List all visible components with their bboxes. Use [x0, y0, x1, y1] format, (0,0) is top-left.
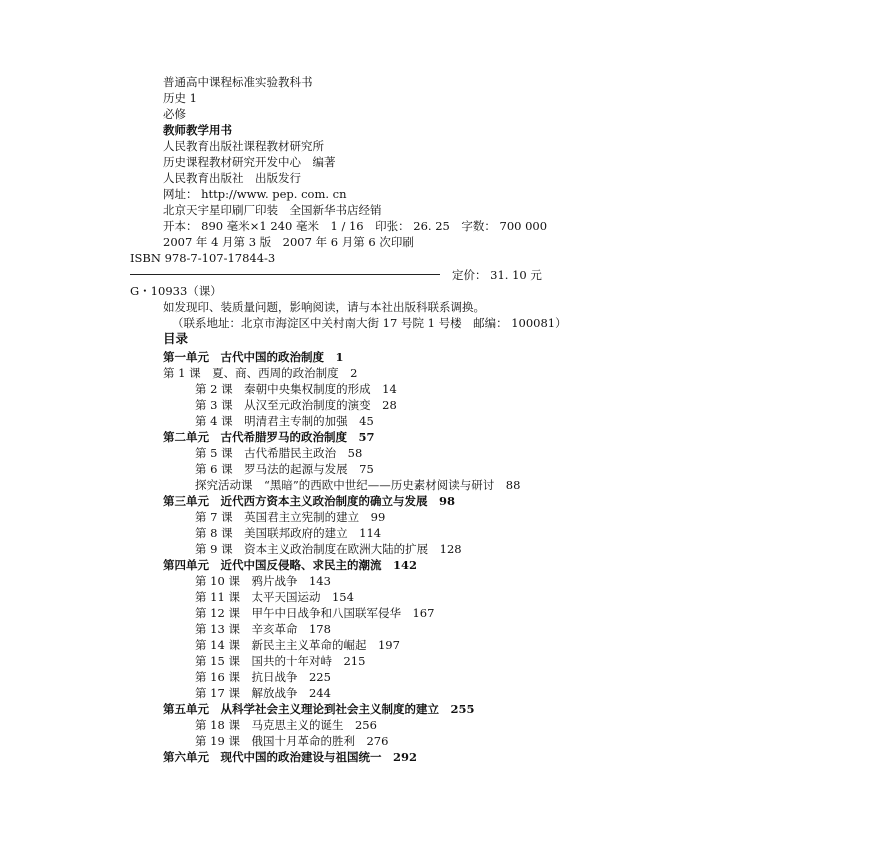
toc-lesson-18: 第 18 课 马克思主义的诞生 256	[195, 718, 377, 732]
toc-lesson-2: 第 2 课 秦朝中央集权制度的形成 14	[195, 382, 397, 396]
toc-unit-1: 第一单元 古代中国的政治制度 1	[163, 350, 344, 364]
toc-lesson-11: 第 11 课 太平天国运动 154	[195, 590, 354, 604]
toc-lesson-1: 第 1 课 夏、商、西周的政治制度 2	[163, 366, 358, 380]
printer-line: 北京天宇星印刷厂印装 全国新华书店经销	[163, 203, 382, 217]
toc-lesson-9: 第 9 课 资本主义政治制度在欧洲大陆的扩展 128	[195, 542, 462, 556]
toc-unit-2: 第二单元 古代希腊罗马的政治制度 57	[163, 430, 375, 444]
contact-address: （联系地址：北京市海淀区中关村南大街 17 号院 1 号楼 邮编： 100081）	[172, 316, 567, 330]
toc-lesson-4: 第 4 课 明清君主专制的加强 45	[195, 414, 374, 428]
website-line: 网址： http://www. pep. com. cn	[163, 187, 347, 201]
edition-line: 2007 年 4 月第 3 版 2007 年 6 月第 6 次印刷	[163, 235, 414, 249]
toc-unit-5: 第五单元 从科学社会主义理论到社会主义制度的建立 255	[163, 702, 475, 716]
toc-lesson-13: 第 13 课 辛亥革命 178	[195, 622, 331, 636]
quality-notice: 如发现印、装质量问题，影响阅读，请与本社出版科联系调换。	[163, 300, 485, 314]
author-institute: 人民教育出版社课程教材研究所	[163, 139, 324, 153]
toc-heading: 目录	[163, 331, 189, 346]
toc-lesson-12: 第 12 课 甲午中日战争和八国联军侵华 167	[195, 606, 435, 620]
toc-lesson-17: 第 17 课 解放战争 244	[195, 686, 331, 700]
toc-lesson-8: 第 8 课 美国联邦政府的建立 114	[195, 526, 382, 540]
toc-lesson-6: 第 6 课 罗马法的起源与发展 75	[195, 462, 374, 476]
book-type: 教师教学用书	[163, 123, 232, 137]
toc-lesson-19: 第 19 课 俄国十月革命的胜利 276	[195, 734, 389, 748]
toc-lesson-3: 第 3 课 从汉至元政治制度的演变 28	[195, 398, 397, 412]
toc-lesson-10: 第 10 课 鸦片战争 143	[195, 574, 331, 588]
toc-unit-4: 第四单元 近代中国反侵略、求民主的潮流 142	[163, 558, 418, 572]
toc-lesson-15: 第 15 课 国共的十年对峙 215	[195, 654, 366, 668]
price-line: 定价： 31. 10 元	[452, 268, 542, 282]
toc-lesson-16: 第 16 课 抗日战争 225	[195, 670, 331, 684]
toc-lesson-7: 第 7 课 英国君主立宪制的建立 99	[195, 510, 386, 524]
series-title: 普通高中课程标准实验教科书	[163, 75, 313, 89]
isbn-line: ISBN 978-7-107-17844-3	[130, 251, 276, 265]
toc-inquiry-lesson: 探究活动课 “黑暗”的西欧中世纪——历史素材阅读与研讨 88	[195, 478, 521, 492]
toc-unit-3: 第三单元 近代西方资本主义政治制度的确立与发展 98	[163, 494, 456, 508]
catalog-number: G・10933（课）	[130, 284, 222, 298]
toc-unit-6: 第六单元 现代中国的政治建设与祖国统一 292	[163, 750, 418, 764]
publisher-line: 人民教育出版社 出版发行	[163, 171, 301, 185]
toc-lesson-5: 第 5 课 古代希腊民主政治 58	[195, 446, 363, 460]
toc-lesson-14: 第 14 课 新民主主义革命的崛起 197	[195, 638, 400, 652]
subject-line: 历史 1	[163, 91, 197, 105]
price-divider	[130, 274, 440, 275]
author-center: 历史课程教材研究开发中心 编著	[163, 155, 336, 169]
course-type: 必修	[163, 107, 186, 121]
format-line: 开本： 890 毫米×1 240 毫米 1 / 16 印张： 26. 25 字数： 700 000	[163, 219, 548, 233]
